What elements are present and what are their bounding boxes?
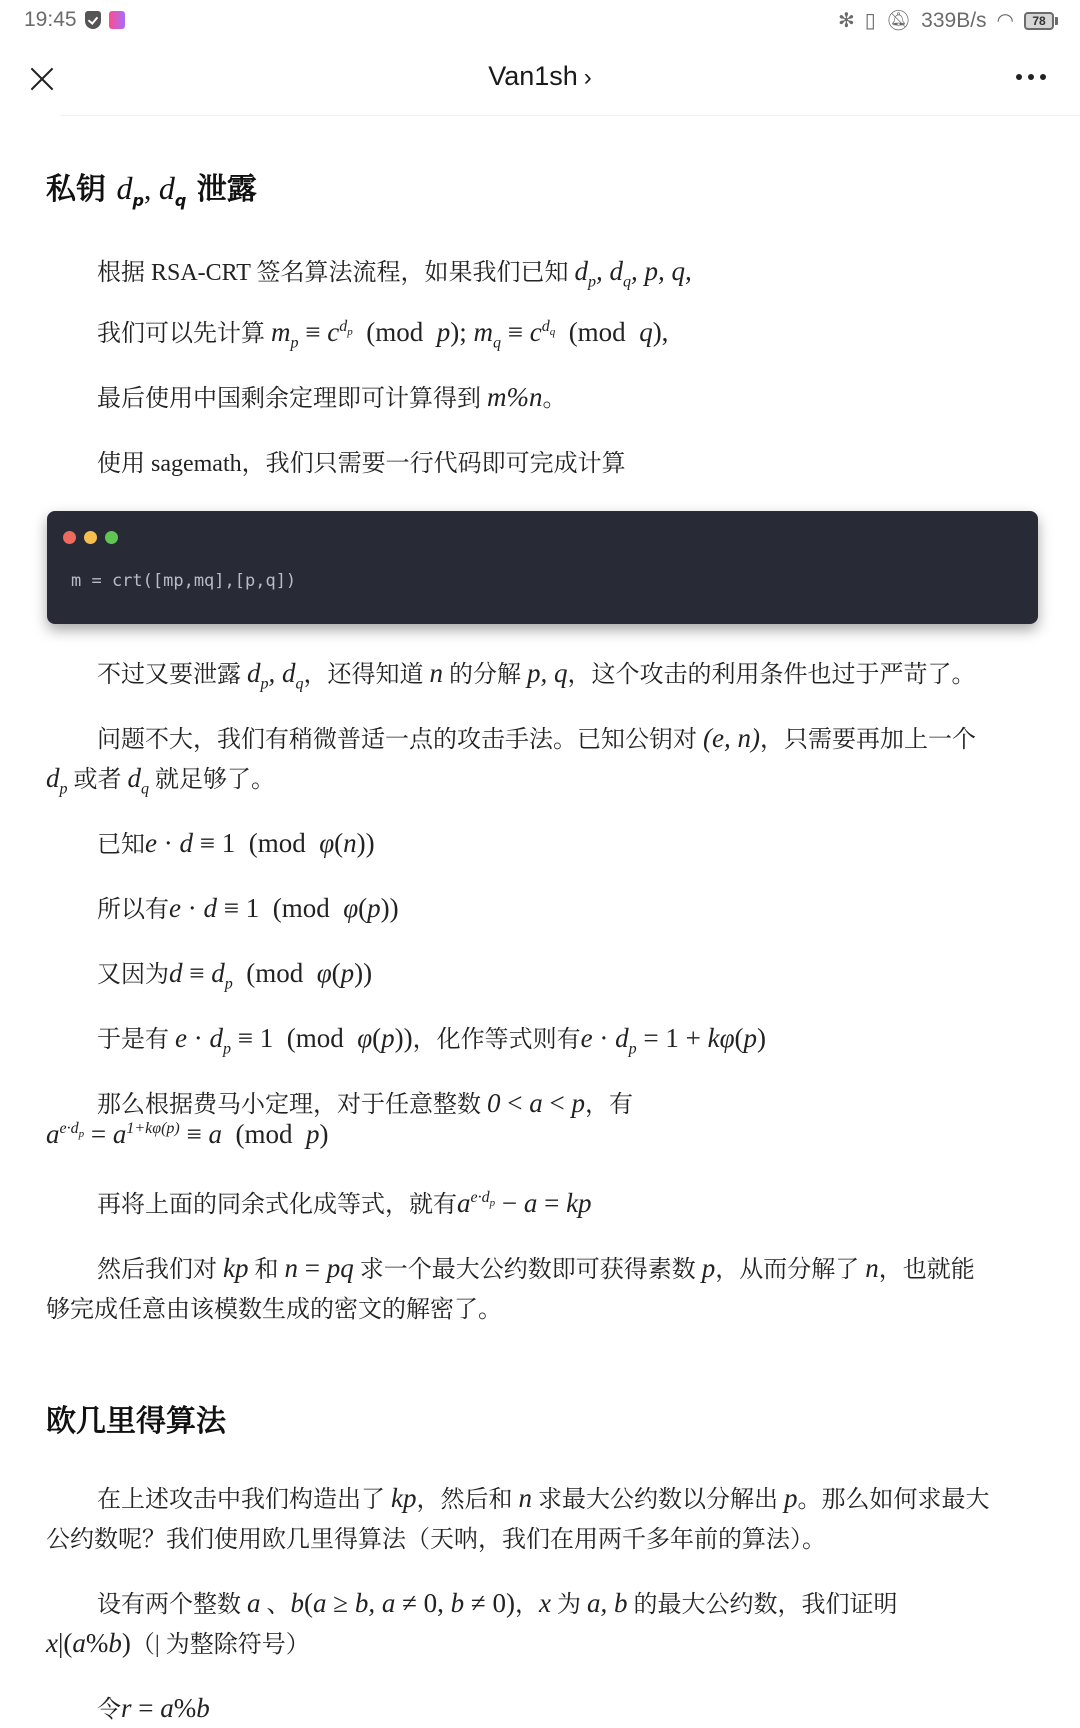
vibrate-icon: ▯ — [864, 10, 876, 32]
math-inline: $d_p$, $d_q$, p, q, — [574, 256, 692, 291]
battery-level: 78 — [1024, 12, 1054, 30]
status-bar — [0, 0, 1080, 44]
minimize-dot-icon — [84, 531, 97, 544]
equation-line: 已知e · d ≡ 1 (mod φ(n)) — [97, 828, 375, 858]
paragraph: 使用 sagemath，我们只需要一行代码即可完成计算 — [97, 451, 626, 477]
paragraph: 在上述攻击中我们构造出了 kp，然后和 n 求最大公约数以分解出 p。那么如何求最大 — [97, 1483, 990, 1513]
bell-off-icon: 🔕︎ — [885, 10, 912, 32]
code-line: m = crt([mp,mq],[p,q]) — [71, 571, 297, 591]
author-name: Van1sh — [488, 61, 578, 91]
nav-bar — [0, 44, 1080, 116]
paragraph: 不过又要泄露 $d_p$, $d_q$，还得知道 n 的分解 p, q，这个攻击的利用条件也过于严苛了。 — [97, 658, 976, 693]
chevron-right-icon: › — [583, 64, 592, 91]
close-dot-icon — [63, 531, 76, 544]
paragraph: 那么根据费马小定理，对于任意整数 0 < a < p，有 — [97, 1088, 633, 1118]
equation-line: 于是有 $e \cdot d_p \equiv 1$ (mod φ(p))，化作等式则有$e \cdot d_p = 1 + k\varphi(p)$ — [97, 1023, 767, 1058]
section-heading-euclid: 欧几里得算法 — [46, 1404, 226, 1439]
wifi-icon: ◠ — [996, 10, 1014, 32]
math-inline: $m_p \equiv c^{d_p}$ (mod p); $m_q \equiv c^{d_q}$ (mod q), — [271, 317, 669, 352]
paragraph-continued: $d_p$ 或者 $d_q$ 就足够了。 — [46, 763, 275, 798]
paragraph-continued: x|(a%b)（| 为整除符号） — [46, 1628, 310, 1658]
clock: 19:45 — [24, 8, 77, 31]
paragraph: 设有两个整数 a 、b(a ≥ b, a ≠ 0, b ≠ 0)，x 为 a, b 的最大公约数，我们证明 — [97, 1588, 898, 1618]
section-heading-dp-dq-leak: 私钥 $d_p$, $d_q$ 泄露 — [46, 170, 257, 210]
paragraph-continued: 公约数呢？我们使用欧几里得算法（天呐，我们在用两千多年前的算法）。 — [46, 1527, 826, 1553]
shield-check-icon — [85, 11, 101, 29]
more-icon[interactable] — [1016, 74, 1046, 80]
paragraph: 最后使用中国剩余定理即可计算得到 m%n。 — [97, 382, 567, 412]
equation-line: 所以有e · d ≡ 1 (mod φ(p)) — [97, 893, 399, 923]
paragraph: 问题不大，我们有稍微普适一点的攻击手法。已知公钥对 (e, n)，只需要再加上一个 — [97, 723, 976, 753]
author-title-link[interactable] — [0, 61, 1080, 92]
app-badge-icon — [109, 11, 125, 29]
code-block[interactable] — [47, 511, 1038, 624]
paragraph-continued: 够完成任意由该模数生成的密文的解密了。 — [46, 1297, 502, 1323]
paragraph: 然后我们对 kp 和 n = pq 求一个最大公约数即可获得素数 p，从而分解了 n，也就能 — [97, 1253, 975, 1283]
equation-line: $a^{e\cdot d_p} = a^{1+k\varphi(p)} \equiv a$ (mod p) — [46, 1119, 329, 1149]
network-speed: 339B/s — [921, 8, 987, 32]
equation-line: 又因为$d \equiv d_p$ (mod φ(p)) — [97, 958, 373, 993]
equation-line: 再将上面的同余式化成等式，就有$a^{e\cdot d_p} - a$ = kp — [97, 1188, 592, 1218]
battery-icon — [1024, 12, 1058, 30]
paragraph: 我们可以先计算 $m_p \equiv c^{d_p}$ (mod p); $m_q \equiv c^{d_q}$ (mod q), — [97, 317, 669, 352]
maximize-dot-icon — [105, 531, 118, 544]
paragraph: 根据 RSA-CRT 签名算法流程，如果我们已知 $d_p$, $d_q$, p, q, — [97, 256, 692, 291]
bluetooth-icon: ✻ — [837, 10, 855, 32]
window-controls — [63, 531, 118, 544]
equation-line: 令r = a%b — [97, 1693, 210, 1723]
nav-divider — [60, 115, 1080, 116]
